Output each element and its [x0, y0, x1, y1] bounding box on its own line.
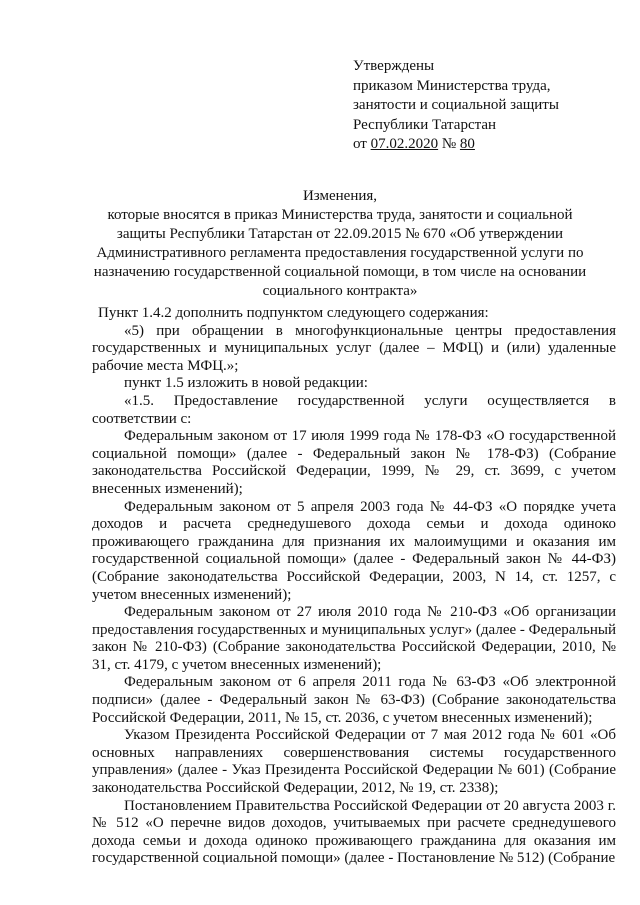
title-line: социального контракта»	[262, 283, 418, 299]
paragraph: Федеральным законом от 5 апреля 2003 года № 44-ФЗ «О порядке учета доходов и расчета среднедушевого дохода семьи и дохода одиноко проживающего гражданина для признания их малоимущими и оказания им государственной социальной помощи» (далее - Федеральный закон № 44-ФЗ) (Собрание законодательства Российской Федерации, 2003, N 14, ст. 1257, с учетом внесенных изменений);	[92, 498, 616, 603]
title-line: Изменения,	[302, 188, 378, 204]
paragraph: Постановлением Правительства Российской Федерации от 20 августа 2003 г. № 512 «О перечне видов доходов, учитываемых при расчете среднедушевого дохода семьи и дохода одиноко проживающего гражданина для оказания им государственной социальной помощи» (далее - Постановление № 512) (Собрание	[92, 797, 616, 867]
approval-line: приказом Министерства труда,	[353, 77, 551, 94]
title-line: назначению государственной социальной помощи, в том числе на основании	[93, 264, 587, 280]
paragraph: пункт 1.5 изложить в новой редакции:	[124, 375, 368, 392]
approval-line: Утверждены	[353, 58, 435, 74]
paragraph: Федеральным законом от 17 июля 1999 года № 178-ФЗ «О государственной социальной помощи» (далее - Федеральный закон № 178-ФЗ) (Собрание законодательства Российской Федерации, 1999, № 29, ст. 3699, с учетом внесенных изменений);	[92, 428, 616, 497]
document-body	[92, 305, 616, 868]
title-line: которые вносятся в приказ Министерства труда, занятости и социальной	[107, 207, 573, 223]
title-line: Административного регламента предоставления государственной услуги по	[96, 245, 584, 261]
approval-date-line	[353, 135, 559, 155]
number-prefix: №	[441, 136, 457, 152]
title-line: защиты Республики Татарстан от 22.09.2015 № 670 «Об утверждении	[116, 226, 564, 242]
paragraph: Указом Президента Российской Федерации от 7 мая 2012 года № 601 «Об основных направлениях совершенствования системы государственного управления» (далее - Указ Президента Российской Федерации № 601) (Собрание законодательства Российской Федерации, 2012, № 19, ст. 2338);	[92, 727, 616, 797]
date-prefix: от	[353, 136, 367, 152]
paragraph: «5) при обращении в многофункциональные центры предоставления государственных и муниципальных услуг (далее – МФЦ) и (или) удаленные рабочие места МФЦ.»;	[92, 322, 616, 374]
approval-line: Республики Татарстан	[353, 116, 497, 133]
approval-stamp	[353, 57, 559, 155]
document-title	[60, 187, 620, 301]
approval-number: 80	[459, 136, 475, 152]
paragraph: «1.5. Предоставление государственной услуги осуществляется в соответствии с:	[92, 392, 616, 427]
approval-date: 07.02.2020	[370, 136, 439, 152]
paragraph: Федеральным законом от 6 апреля 2011 года № 63-ФЗ «Об электронной подписи» (далее - Федеральный закон № 63-ФЗ) (Собрание законодательства Российской Федерации, 2011, № 15, ст. 2036, с учетом внесенных изменений);	[92, 674, 616, 726]
approval-line: занятости и социальной защиты	[353, 97, 559, 113]
paragraph: Пункт 1.4.2 дополнить подпунктом следующего содержания:	[98, 305, 489, 321]
paragraph: Федеральным законом от 27 июля 2010 года № 210-ФЗ «Об организации предоставления государственных и муниципальных услуг» (далее - Федеральный закон № 210-ФЗ) (Собрание законодательства Российской Федерации, 2010, № 31, ст. 4179, с учетом внесенных изменений);	[92, 604, 616, 673]
